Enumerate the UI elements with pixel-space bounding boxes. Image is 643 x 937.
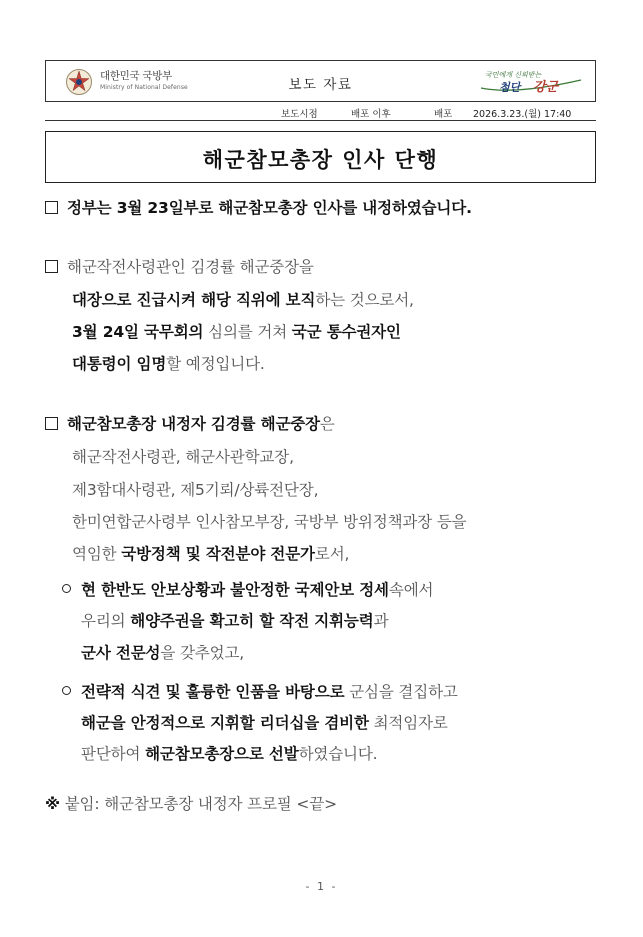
- paragraph-2-line-4: [72, 357, 265, 373]
- paragraph-5-line-2: [81, 716, 448, 732]
- text-segment: 현 한반도 안보상황과 불안정한 국제안보 정세: [81, 581, 389, 599]
- document-title-box: [45, 131, 596, 183]
- release-info: [45, 104, 596, 121]
- paragraph-3-line-4: 한미연합군사령부 인사참모부장, 국방부 방위정책과장 등을: [72, 513, 467, 531]
- text-segment: 하였습니다.: [298, 745, 378, 763]
- checkbox-bullet-icon: [45, 260, 58, 273]
- text-segment: 속에서: [388, 581, 434, 599]
- paragraph-5-line-1: [62, 685, 458, 701]
- text-segment: 해군을 안정적으로 지휘할 리더십을 겸비한: [81, 714, 369, 732]
- checkbox-bullet-icon: [45, 201, 58, 214]
- paragraph-4-line-3: [81, 646, 244, 662]
- svg-text:강군: 강군: [533, 80, 559, 95]
- text-segment: 로서,: [314, 545, 350, 563]
- text-segment: 국군 통수권자인: [291, 323, 401, 341]
- paragraph-1-line-1: [45, 201, 472, 217]
- text-segment: 군심을 결집하고: [344, 683, 458, 701]
- circle-bullet-icon: [62, 686, 71, 695]
- press-release-label: 보도 자료: [288, 77, 353, 93]
- text-segment: 은: [319, 415, 335, 433]
- text-segment: 을 갖추었고,: [160, 644, 245, 662]
- text-segment: 전략적 식견 및 훌륭한 인품을 바탕으로: [81, 683, 345, 701]
- text-segment: 대장으로 진급시켜 해당 직위에 보직: [72, 291, 316, 309]
- paragraph-3-line-1: [45, 417, 335, 433]
- paragraph-2-line-3: [72, 325, 401, 341]
- document-title: 해군참모총장 인사 단행: [202, 148, 439, 172]
- circle-bullet-icon: [62, 584, 71, 593]
- text-segment: 할 예정입니다.: [166, 355, 265, 373]
- slogan-logo: [475, 64, 587, 98]
- paragraph-2-line-1: [45, 260, 314, 276]
- paragraph-3-line-2: 해군작전사령관, 해군사관학교장,: [72, 448, 294, 466]
- text-segment: 해군작전사령관인 김경률 해군중장을: [67, 258, 314, 276]
- text-segment: 심의를 거쳐: [203, 323, 292, 341]
- distribution-label: 배포: [434, 109, 453, 120]
- text-segment: 우리의: [81, 612, 131, 630]
- text-segment: 3월 24일 국무회의: [72, 323, 204, 341]
- distribution-datetime: 2026.3.23.(월) 17:40: [473, 109, 572, 120]
- ministry-name-ko: 대한민국 국방부: [100, 70, 172, 82]
- note-text: 붙임: 해군참모총장 내정자 프로필 <끝>: [64, 795, 337, 813]
- text-segment: 해군참모총장으로 선발: [145, 745, 299, 763]
- note-mark: ※: [45, 795, 60, 813]
- paragraph-4-line-1: [62, 583, 433, 599]
- text-segment: 역임한: [72, 545, 122, 563]
- release-timing: 배포 이후: [351, 109, 391, 120]
- paragraph-3-line-3: 제3함대사령관, 제5기뢰/상륙전단장,: [72, 481, 319, 499]
- checkbox-bullet-icon: [45, 417, 58, 430]
- text-segment: 판단하여: [81, 745, 146, 763]
- text-segment: 최적임자로: [368, 714, 448, 732]
- text-segment: 대통령이 임명: [72, 355, 167, 373]
- text-segment: 과: [373, 612, 389, 630]
- paragraph-4-line-2: [81, 614, 388, 630]
- svg-text:첨단: 첨단: [499, 81, 521, 94]
- svg-text:국민에게 신뢰받는: 국민에게 신뢰받는: [485, 71, 542, 79]
- text-segment: 국방정책 및 작전분야 전문가: [121, 545, 315, 563]
- text-segment: 해양주권을 확고히 할 작전 지휘능력: [130, 612, 374, 630]
- text-segment: 군사 전문성: [81, 644, 161, 662]
- text-segment: 하는 것으로서,: [315, 291, 414, 309]
- paragraph-3-line-5: [72, 547, 349, 563]
- press-release-header: [45, 60, 596, 102]
- page-number: - 1 -: [305, 880, 338, 893]
- attachment-note: [45, 797, 337, 813]
- ministry-name-en: Ministry of National Defense: [100, 83, 188, 91]
- text-segment: 정부는 3월 23일부로 해군참모총장 인사를 내정하였습니다.: [67, 199, 472, 217]
- paragraph-5-line-3: [81, 747, 377, 763]
- release-label: 보도시점: [281, 109, 318, 120]
- paragraph-2-line-2: [72, 293, 414, 309]
- text-segment: 해군참모총장 내정자 김경률 해군중장: [67, 415, 320, 433]
